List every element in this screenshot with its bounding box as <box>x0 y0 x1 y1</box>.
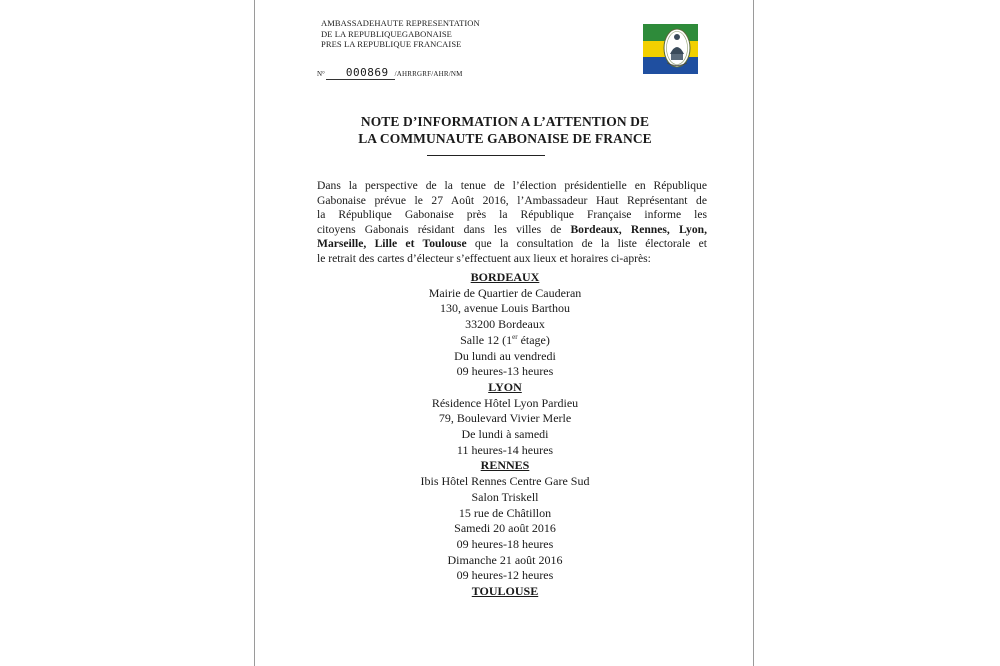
section-lyon <box>255 380 755 459</box>
city-heading: BORDEAUX <box>470 270 540 284</box>
intro-text: citoyens Gabonais résidant dans les villes de <box>317 222 571 236</box>
ref-suffix: /AHRRGRF/AHR/NM <box>394 70 463 78</box>
detail-line: Samedi 20 août 2016 <box>454 521 556 536</box>
ref-prefix: N° <box>317 70 325 78</box>
detail-text: Salle 12 (1 <box>460 332 513 347</box>
intro-line: Gabonaise prévue le 27 Août 2016, l’Ambassadeur Haut Représentant de <box>317 193 707 207</box>
detail-line: Mairie de Quartier de Cauderan <box>428 285 582 300</box>
detail-text: étage) <box>517 332 550 347</box>
title-divider <box>427 155 545 156</box>
intro-cities: Bordeaux, Rennes, Lyon, <box>570 222 707 236</box>
title-line: NOTE D’INFORMATION A L’ATTENTION DE <box>360 114 650 129</box>
document-page <box>254 0 754 666</box>
intro-line <box>317 223 707 238</box>
section-toulouse <box>255 584 755 600</box>
detail-line: Dimanche 21 août 2016 <box>447 552 563 567</box>
detail-line: 09 heures-13 heures <box>456 364 554 379</box>
section-rennes <box>255 458 755 584</box>
header-line: DE LA REPUBLIQUEGABONAISE <box>321 28 452 39</box>
detail-line: 33200 Bordeaux <box>465 317 545 332</box>
section-bordeaux <box>255 270 755 380</box>
detail-line: 11 heures-14 heures <box>456 442 554 457</box>
intro-text: que la consultation de la liste électorale et <box>466 237 707 251</box>
detail-line: 130, avenue Louis Barthou <box>440 301 570 316</box>
city-heading: RENNES <box>480 458 530 473</box>
embassy-header <box>321 18 480 50</box>
detail-line: De lundi à samedi <box>461 427 549 442</box>
ref-number: 000869 <box>326 66 395 80</box>
reference-number <box>317 66 463 80</box>
detail-line: Ibis Hôtel Rennes Centre Gare Sud <box>420 474 590 489</box>
detail-line: Du lundi au vendredi <box>454 348 556 363</box>
detail-line <box>255 333 755 349</box>
intro-line: le retrait des cartes d’électeur s’effectuent aux lieux et horaires ci-après: <box>317 251 651 265</box>
gabon-flag-emblem-icon <box>643 24 698 74</box>
header-line: PRES LA REPUBLIQUE FRANCAISE <box>321 39 462 49</box>
title-line: LA COMMUNAUTE GABONAISE DE FRANCE <box>358 131 652 146</box>
document-title <box>255 113 755 147</box>
detail-line: 09 heures-12 heures <box>456 568 554 583</box>
detail-line: Résidence Hôtel Lyon Pardieu <box>431 395 579 410</box>
detail-line: 79, Boulevard Vivier Merle <box>438 411 572 426</box>
intro-cities: Marseille, Lille et Toulouse <box>317 237 467 251</box>
detail-line: Salon Triskell <box>471 489 539 504</box>
intro-line <box>317 237 707 252</box>
city-schedules <box>255 270 755 600</box>
intro-paragraph <box>317 179 707 267</box>
ordinal-suffix: er <box>512 332 518 341</box>
detail-line: 15 rue de Châtillon <box>458 505 552 520</box>
city-heading: LYON <box>488 379 522 394</box>
intro-line: Dans la perspective de la tenue de l’élection présidentielle en République <box>317 179 707 192</box>
city-heading: TOULOUSE <box>471 584 539 599</box>
header-line: AMBASSADEHAUTE REPRESENTATION <box>321 18 480 28</box>
intro-line: la République Gabonaise près la République Française informe les <box>317 208 707 222</box>
detail-line: 09 heures-18 heures <box>456 536 554 551</box>
